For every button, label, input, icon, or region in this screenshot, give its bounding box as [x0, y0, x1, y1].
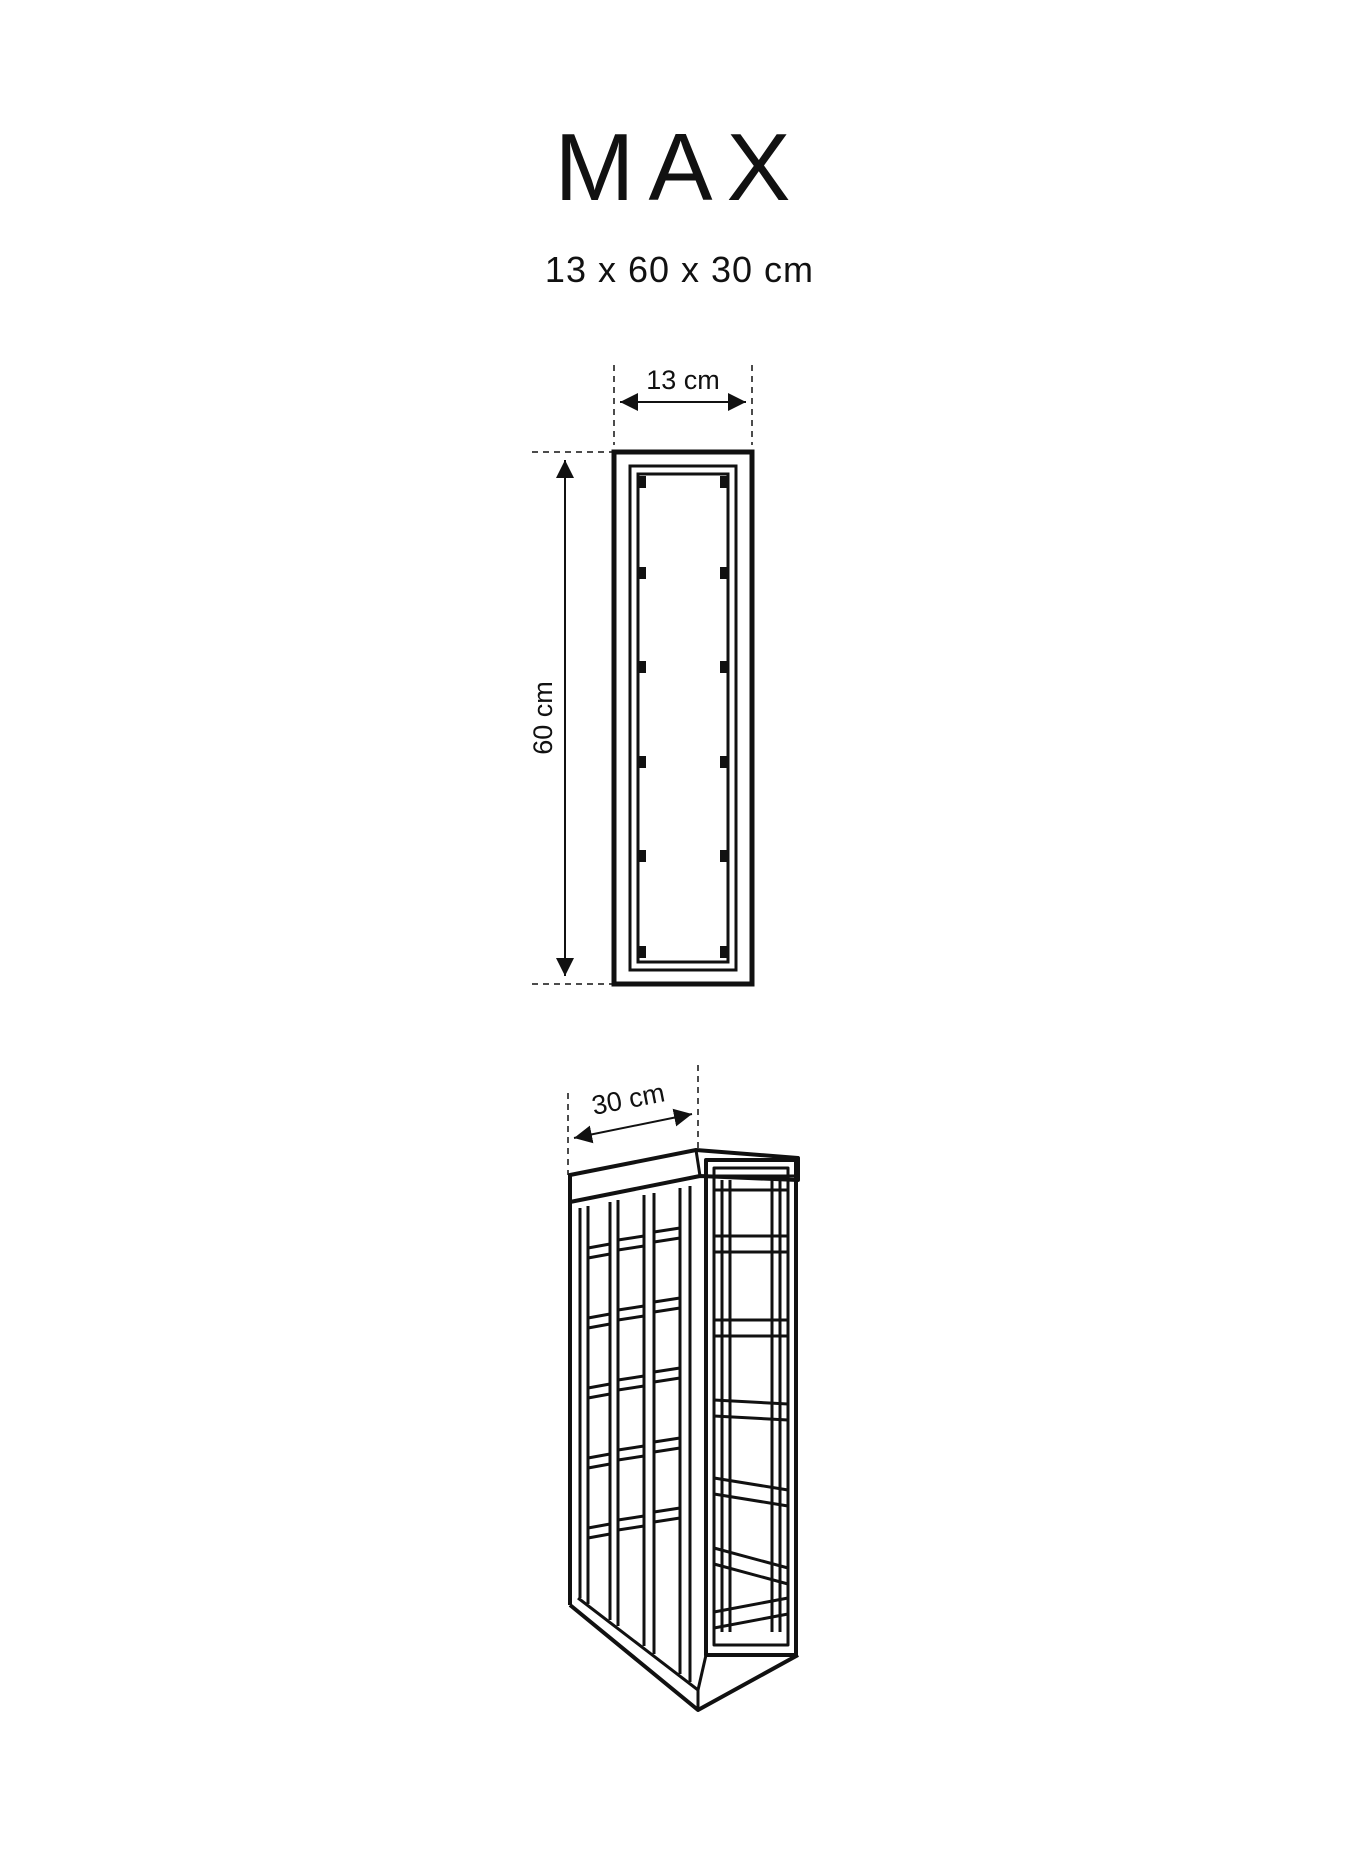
shelf-pegs	[637, 476, 729, 958]
front-outer-frame	[614, 452, 752, 984]
front-inner-opening	[638, 474, 728, 962]
front-view	[528, 365, 752, 984]
depth-dimension	[568, 1065, 698, 1175]
height-dimension	[528, 452, 612, 984]
perspective-view	[568, 1065, 798, 1710]
height-label: 60 cm	[528, 681, 558, 755]
width-label: 13 cm	[646, 365, 720, 395]
product-title: MAX	[554, 114, 805, 221]
width-dimension	[614, 365, 752, 445]
front-inner-frame	[630, 466, 736, 970]
product-dimensions: 13 x 60 x 30 cm	[544, 249, 815, 290]
depth-label: 30 cm	[589, 1077, 668, 1121]
rack-perspective	[570, 1150, 798, 1710]
